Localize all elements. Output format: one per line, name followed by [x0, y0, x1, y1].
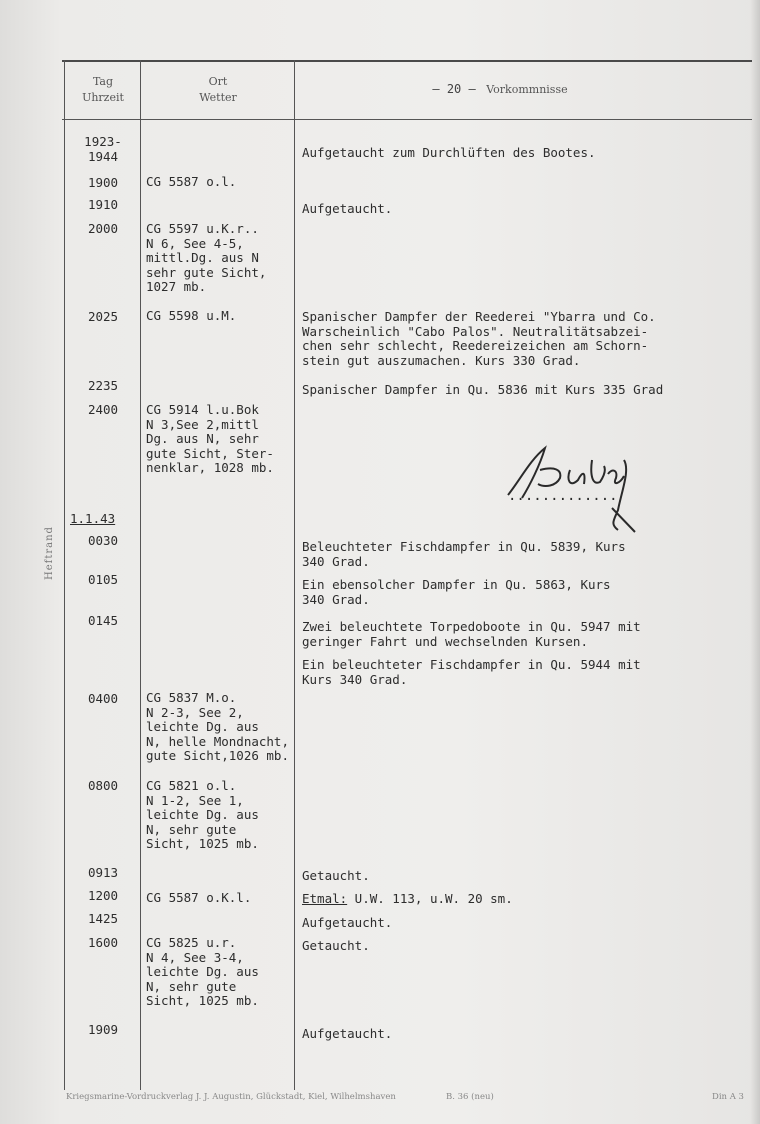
entry-time: 1923- 1944: [84, 134, 122, 164]
entry-time: 1425: [87, 911, 119, 926]
entry-event: Zwei beleuchtete Torpedoboote in Qu. 5947 mit geringer Fahrt und wechselnden Kursen.: [302, 620, 641, 649]
entry-position: CG 5587 o.K.l.: [146, 890, 252, 905]
entry-position-weather: CG 5597 u.K.r.. N 6, See 4-5, mittl.Dg. aus N sehr gute Sicht, 1027 mb.: [146, 221, 267, 294]
column-rule-left: [64, 60, 65, 1090]
entry-event: Aufgetaucht.: [302, 202, 393, 216]
entry-event: Aufgetaucht.: [302, 916, 393, 930]
entry-time: 2400: [87, 402, 119, 417]
header-ort: Ort: [208, 75, 228, 88]
entry-time: 0400: [87, 691, 119, 706]
entry-time: 2235: [87, 378, 119, 393]
entry-time: 1909: [87, 1022, 119, 1037]
etmal-label: Etmal:: [302, 892, 348, 906]
entry-time: 1600: [87, 935, 119, 950]
header-uhrzeit: Uhrzeit: [82, 91, 124, 104]
entry-time: 0913: [87, 865, 119, 880]
entry-time: 0145: [87, 613, 119, 628]
page-number: – 20 –: [432, 82, 476, 96]
header-tag-uhrzeit: [66, 74, 140, 106]
entry-position-weather: CG 5914 l.u.Bok N 3,See 2,mittl Dg. aus N, sehr gute Sicht, Ster- nenklar, 1028 mb.: [146, 402, 274, 475]
footer-publisher: Kriegsmarine-Vordruckverlag J. J. Augustin, Glückstadt, Kiel, Wilhelmshaven: [66, 1092, 396, 1102]
header-tag: Tag: [92, 75, 114, 88]
footer-paper-size: Din A 3: [712, 1092, 744, 1102]
entry-time: 1910: [87, 197, 119, 212]
entry-time: 1900: [87, 175, 119, 190]
header-vorkommnisse-label: Vorkommnisse: [486, 83, 568, 96]
header-bottom-rule: [62, 119, 752, 120]
header-wetter: Wetter: [199, 91, 237, 104]
margin-label: Heftrand: [44, 526, 55, 580]
entry-position-weather: CG 5825 u.r. N 4, See 3-4, leichte Dg. aus N, sehr gute Sicht, 1025 mb.: [146, 935, 259, 1008]
entry-event: Spanischer Dampfer in Qu. 5836 mit Kurs 335 Grad: [302, 383, 664, 397]
signature: [500, 440, 700, 540]
entry-date: 1.1.43: [70, 511, 116, 526]
footer-form-number: B. 36 (neu): [446, 1092, 494, 1102]
entry-time: 0030: [87, 533, 119, 548]
entry-position: CG 5598 u.M.: [146, 308, 237, 323]
header-ort-wetter: [142, 74, 294, 106]
entry-event: Aufgetaucht zum Durchlüften des Bootes.: [302, 146, 596, 160]
header-vorkommnisse: [380, 81, 620, 98]
etmal-value: U.W. 113, u.W. 20 sm.: [347, 892, 513, 906]
entry-event: Beleuchteter Fischdampfer in Qu. 5839, Kurs 340 Grad.: [302, 540, 626, 569]
entry-position-weather: CG 5821 o.l. N 1-2, See 1, leichte Dg. aus N, sehr gute Sicht, 1025 mb.: [146, 778, 259, 851]
entry-event: Getaucht.: [302, 939, 370, 953]
entry-event: Getaucht.: [302, 869, 370, 883]
entry-position: CG 5587 o.l.: [146, 174, 237, 189]
entry-event: [302, 892, 758, 907]
entry-event: Ein ebensolcher Dampfer in Qu. 5863, Kurs 340 Grad.: [302, 578, 611, 607]
entry-event: Aufgetaucht.: [302, 1027, 393, 1041]
signature-dots: .............: [508, 488, 618, 504]
entry-event: Spanischer Dampfer der Reederei "Ybarra und Co. Warscheinlich "Cabo Palos". Neutralitätsabzei- chen sehr schlecht, Reedereizeichen am Schorn- stein gut auszumachen. Kurs 330 Grad.: [302, 310, 656, 368]
entry-time: 2000: [87, 221, 119, 236]
page-edge-shadow: [750, 0, 760, 1124]
entry-time: 0105: [87, 572, 119, 587]
table-top-rule: [62, 60, 752, 62]
entry-time: 1200: [87, 888, 119, 903]
entry-event: Ein beleuchteter Fischdampfer in Qu. 5944 mit Kurs 340 Grad.: [302, 658, 641, 687]
column-rule-ort: [140, 60, 141, 1090]
entry-position-weather: CG 5837 M.o. N 2-3, See 2, leichte Dg. aus N, helle Mondnacht, gute Sicht,1026 mb.: [146, 690, 289, 763]
entry-time: 0800: [87, 778, 119, 793]
entry-time: 2025: [87, 309, 119, 324]
